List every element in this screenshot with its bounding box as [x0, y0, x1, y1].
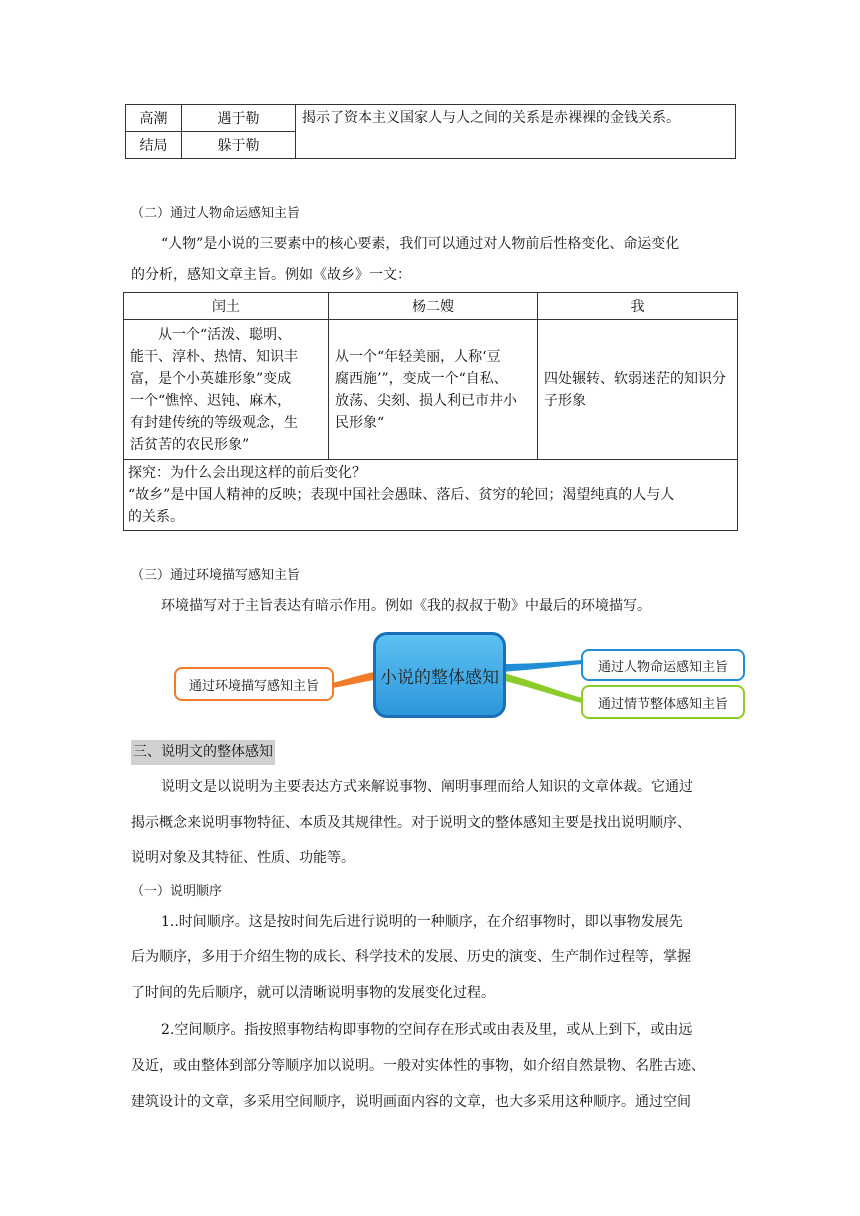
paragraph-line: 建筑设计的文章，多采用空间顺序，说明画面内容的文章，也大多采用这种顺序。通过空间 [131, 1094, 691, 1110]
event-cell: 遇于勒 [182, 105, 296, 132]
header-runtu: 闰土 [124, 293, 329, 320]
inquiry-answer-cont: 的关系。 [128, 509, 184, 525]
stage-cell: 高潮 [126, 105, 182, 132]
connector-right-bottom [500, 672, 582, 703]
paragraph-line: 环境描写对于主旨表达有暗示作用。例如《我的叔叔于勒》中最后的环境描写。 [161, 598, 651, 614]
paragraph-line: 说明文是以说明为主要表达方式来解说事物、阐明事理而给人知识的文章体裁。它通过 [161, 779, 693, 795]
connector-left [332, 672, 374, 688]
paragraph-line: “人物”是小说的三要素中的核心要素，我们可以通过对人物前后性格变化、命运变化 [161, 236, 680, 252]
paragraph-line: 2.空间顺序。指按照事物结构即事物的空间存在形式或由表及里，或从上到下，或由远 [161, 1022, 693, 1038]
section-heading-character: （二）通过人物命运感知主旨 [131, 206, 301, 221]
paragraph-line: 后为顺序，多用于介绍生物的成长、科学技术的发展、历史的演变、生产制作过程等，掌握 [131, 949, 691, 965]
yang-description: 从一个“年轻美丽，人称‘豆 腐西施’”，变成一个“自私、 放荡、尖刻、损人利已市井小 民形象“ [329, 320, 538, 460]
section-heading-expository: 三、说明文的整体感知 [131, 740, 275, 765]
mindmap-node-plot: 通过情节整体感知主旨 [581, 685, 745, 719]
theme-note-cell: 揭示了资本主义国家人与人之间的关系是赤裸裸的金钱关系。 [296, 105, 736, 159]
inquiry-question: 探究：为什么会出现这样的前后变化？ [128, 465, 366, 481]
inquiry-answer: “故乡”是中国人精神的反映；表现中国社会愚昧、落后、贫穷的轮回；渴望纯真的人与人 [128, 487, 675, 503]
paragraph-line: 的分析，感知文章主旨。例如《故乡》一文： [131, 267, 411, 283]
me-description: 四处辗转、软弱迷茫的知识分 子形象 [538, 320, 738, 460]
paragraph-line: 说明对象及其特征、性质、功能等。 [131, 850, 355, 866]
connector-right-top [500, 660, 582, 672]
header-me: 我 [538, 293, 738, 320]
sub-heading-order: （一）说明顺序 [131, 884, 223, 899]
mindmap-node-character: 通过人物命运感知主旨 [581, 649, 745, 681]
mindmap-node-environment: 通过环境描写感知主旨 [174, 667, 334, 701]
stage-cell: 结局 [126, 132, 182, 159]
paragraph-line: 1..时间顺序。这是按时间先后进行说明的一种顺序，在介绍事物时，即以事物发展先 [161, 914, 683, 930]
paragraph-line: 揭示概念来说明事物特征、本质及其规律性。对于说明文的整体感知主要是找出说明顺序、 [131, 815, 691, 831]
header-yang: 杨二嫂 [329, 293, 538, 320]
event-cell: 躲于勒 [182, 132, 296, 159]
runtu-description: 从一个“活泼、聪明、 能干、淳朴、热情、知识丰 富，是个小英雄形象”变成 一个“憔悴、迟钝、麻木， 有封建传统的等级观念，生 活贫苦的农民形象” [124, 320, 329, 460]
mindmap-center-node: 小说的整体感知 [373, 632, 506, 718]
section-heading-environment: （三）通过环境描写感知主旨 [131, 568, 301, 583]
paragraph-line: 及近，或由整体到部分等顺序加以说明。一般对实体性的事物，如介绍自然景物、名胜古迹、 [131, 1058, 705, 1074]
paragraph-line: 了时间的先后顺序，就可以清晰说明事物的发展变化过程。 [131, 985, 495, 1001]
